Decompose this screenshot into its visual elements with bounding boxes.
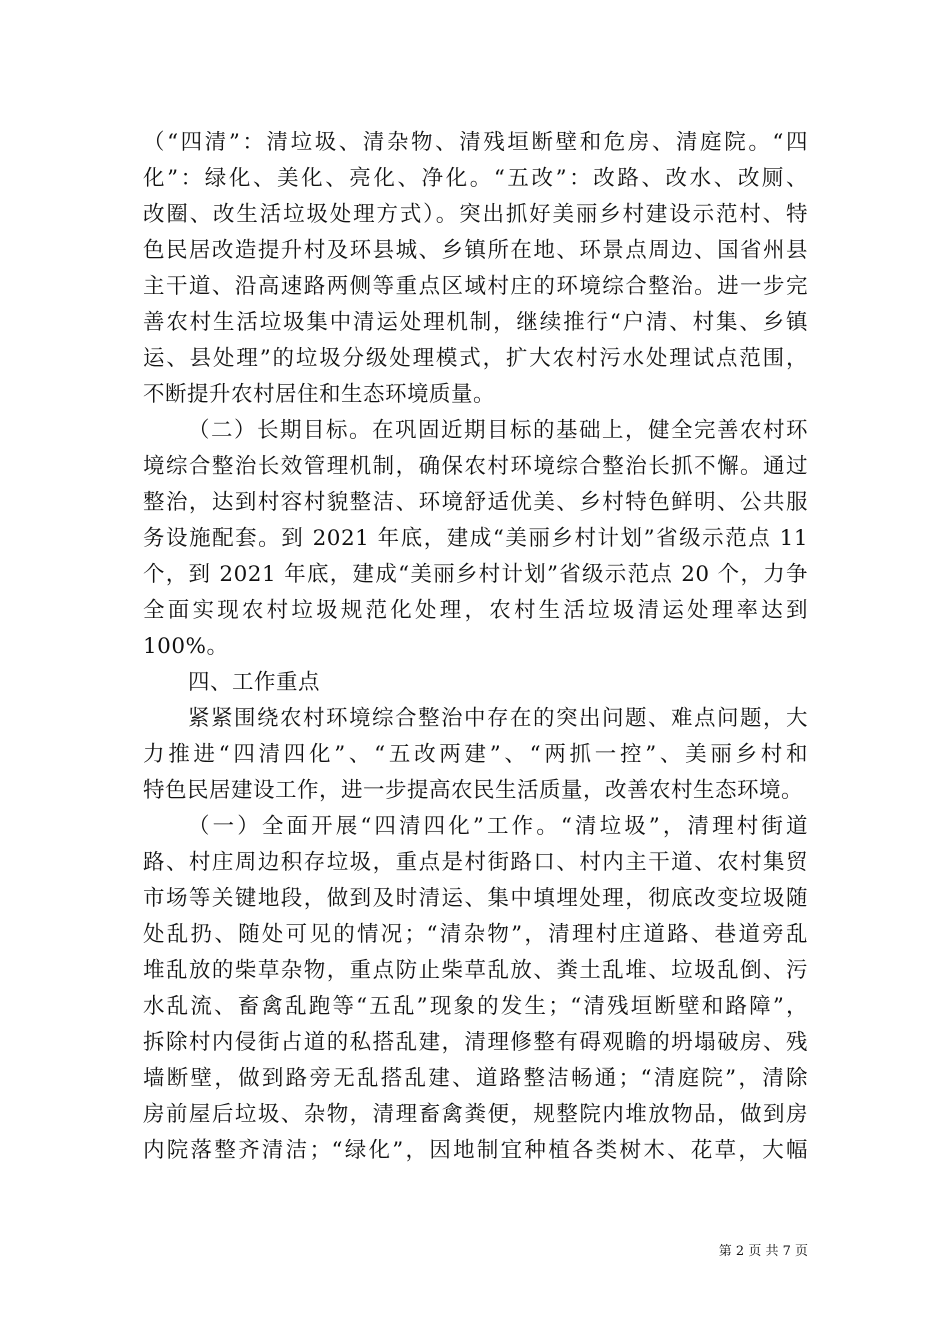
text-line: 紧紧围绕农村环境综合整治中存在的突出问题、难点问题，大 — [188, 706, 808, 731]
text-line: 不断提升农村居住和生态环境质量。 — [143, 382, 496, 407]
text-line: 处乱扔、随处可见的情况；“清杂物”，清理村庄道路、巷道旁乱 — [143, 922, 808, 947]
text-line: （二）长期目标。在巩固近期目标的基础上，健全完善农村环 — [188, 418, 808, 443]
text-line: 化”：绿化、美化、亮化、净化。“五改”：改路、改水、改厕、 — [143, 166, 808, 191]
text-line: 色民居改造提升村及环县城、乡镇所在地、环景点周边、国省州县 — [143, 238, 808, 263]
text-line: 运、县处理”的垃圾分级处理模式，扩大农村污水处理试点范围， — [143, 346, 808, 371]
text-line: 主干道、沿高速路两侧等重点区域村庄的环境综合整治。进一步完 — [143, 274, 808, 299]
text-line: 拆除村内侵街占道的私搭乱建，清理修整有碍观瞻的坍塌破房、残 — [143, 1030, 808, 1055]
text-line: 善农村生活垃圾集中清运处理机制，继续推行“户清、村集、乡镇 — [143, 310, 808, 335]
text-line: 务设施配套。到 2021 年底，建成“美丽乡村计划”省级示范点 11 — [143, 526, 808, 551]
text-line: 内院落整齐清洁；“绿化”，因地制宜种植各类树木、花草，大幅 — [143, 1138, 808, 1163]
text-line: 全面实现农村垃圾规范化处理，农村生活垃圾清运处理率达到 — [143, 598, 808, 623]
text-line: 改圈、改生活垃圾处理方式）。突出抓好美丽乡村建设示范村、特 — [143, 202, 808, 227]
text-line: 个，到 2021 年底，建成“美丽乡村计划”省级示范点 20 个，力争 — [143, 562, 808, 587]
text-line: 境综合整治长效管理机制，确保农村环境综合整治长抓不懈。通过 — [143, 454, 808, 479]
text-line: 路、村庄周边积存垃圾，重点是村街路口、村内主干道、农村集贸 — [143, 850, 808, 875]
text-line: 水乱流、畜禽乱跑等“五乱”现象的发生；“清残垣断壁和路障”， — [143, 994, 808, 1019]
text-line: 房前屋后垃圾、杂物，清理畜禽粪便，规整院内堆放物品，做到房 — [143, 1102, 808, 1127]
section-heading: 四、工作重点 — [188, 670, 321, 695]
page-number: 第 2 页 共 7 页 — [718, 1244, 808, 1259]
text-line: 整治，达到村容村貌整洁、环境舒适优美、乡村特色鲜明、公共服 — [143, 490, 808, 515]
text-line: 100%。 — [143, 634, 229, 659]
text-line: （“四清”：清垃圾、清杂物、清残垣断壁和危房、清庭院。“四 — [143, 130, 808, 155]
text-line: （一）全面开展“四清四化”工作。“清垃圾”，清理村街道 — [188, 814, 808, 839]
text-line: 力推进“四清四化”、“五改两建”、“两抓一控”、美丽乡村和 — [143, 742, 808, 767]
text-line: 墙断壁，做到路旁无乱搭乱建、道路整洁畅通；“清庭院”，清除 — [143, 1066, 808, 1091]
text-line: 堆乱放的柴草杂物，重点防止柴草乱放、粪土乱堆、垃圾乱倒、污 — [143, 958, 808, 983]
text-line: 特色民居建设工作，进一步提高农民生活质量，改善农村生态环境。 — [143, 778, 804, 803]
text-line: 市场等关键地段，做到及时清运、集中填埋处理，彻底改变垃圾随 — [143, 886, 808, 911]
